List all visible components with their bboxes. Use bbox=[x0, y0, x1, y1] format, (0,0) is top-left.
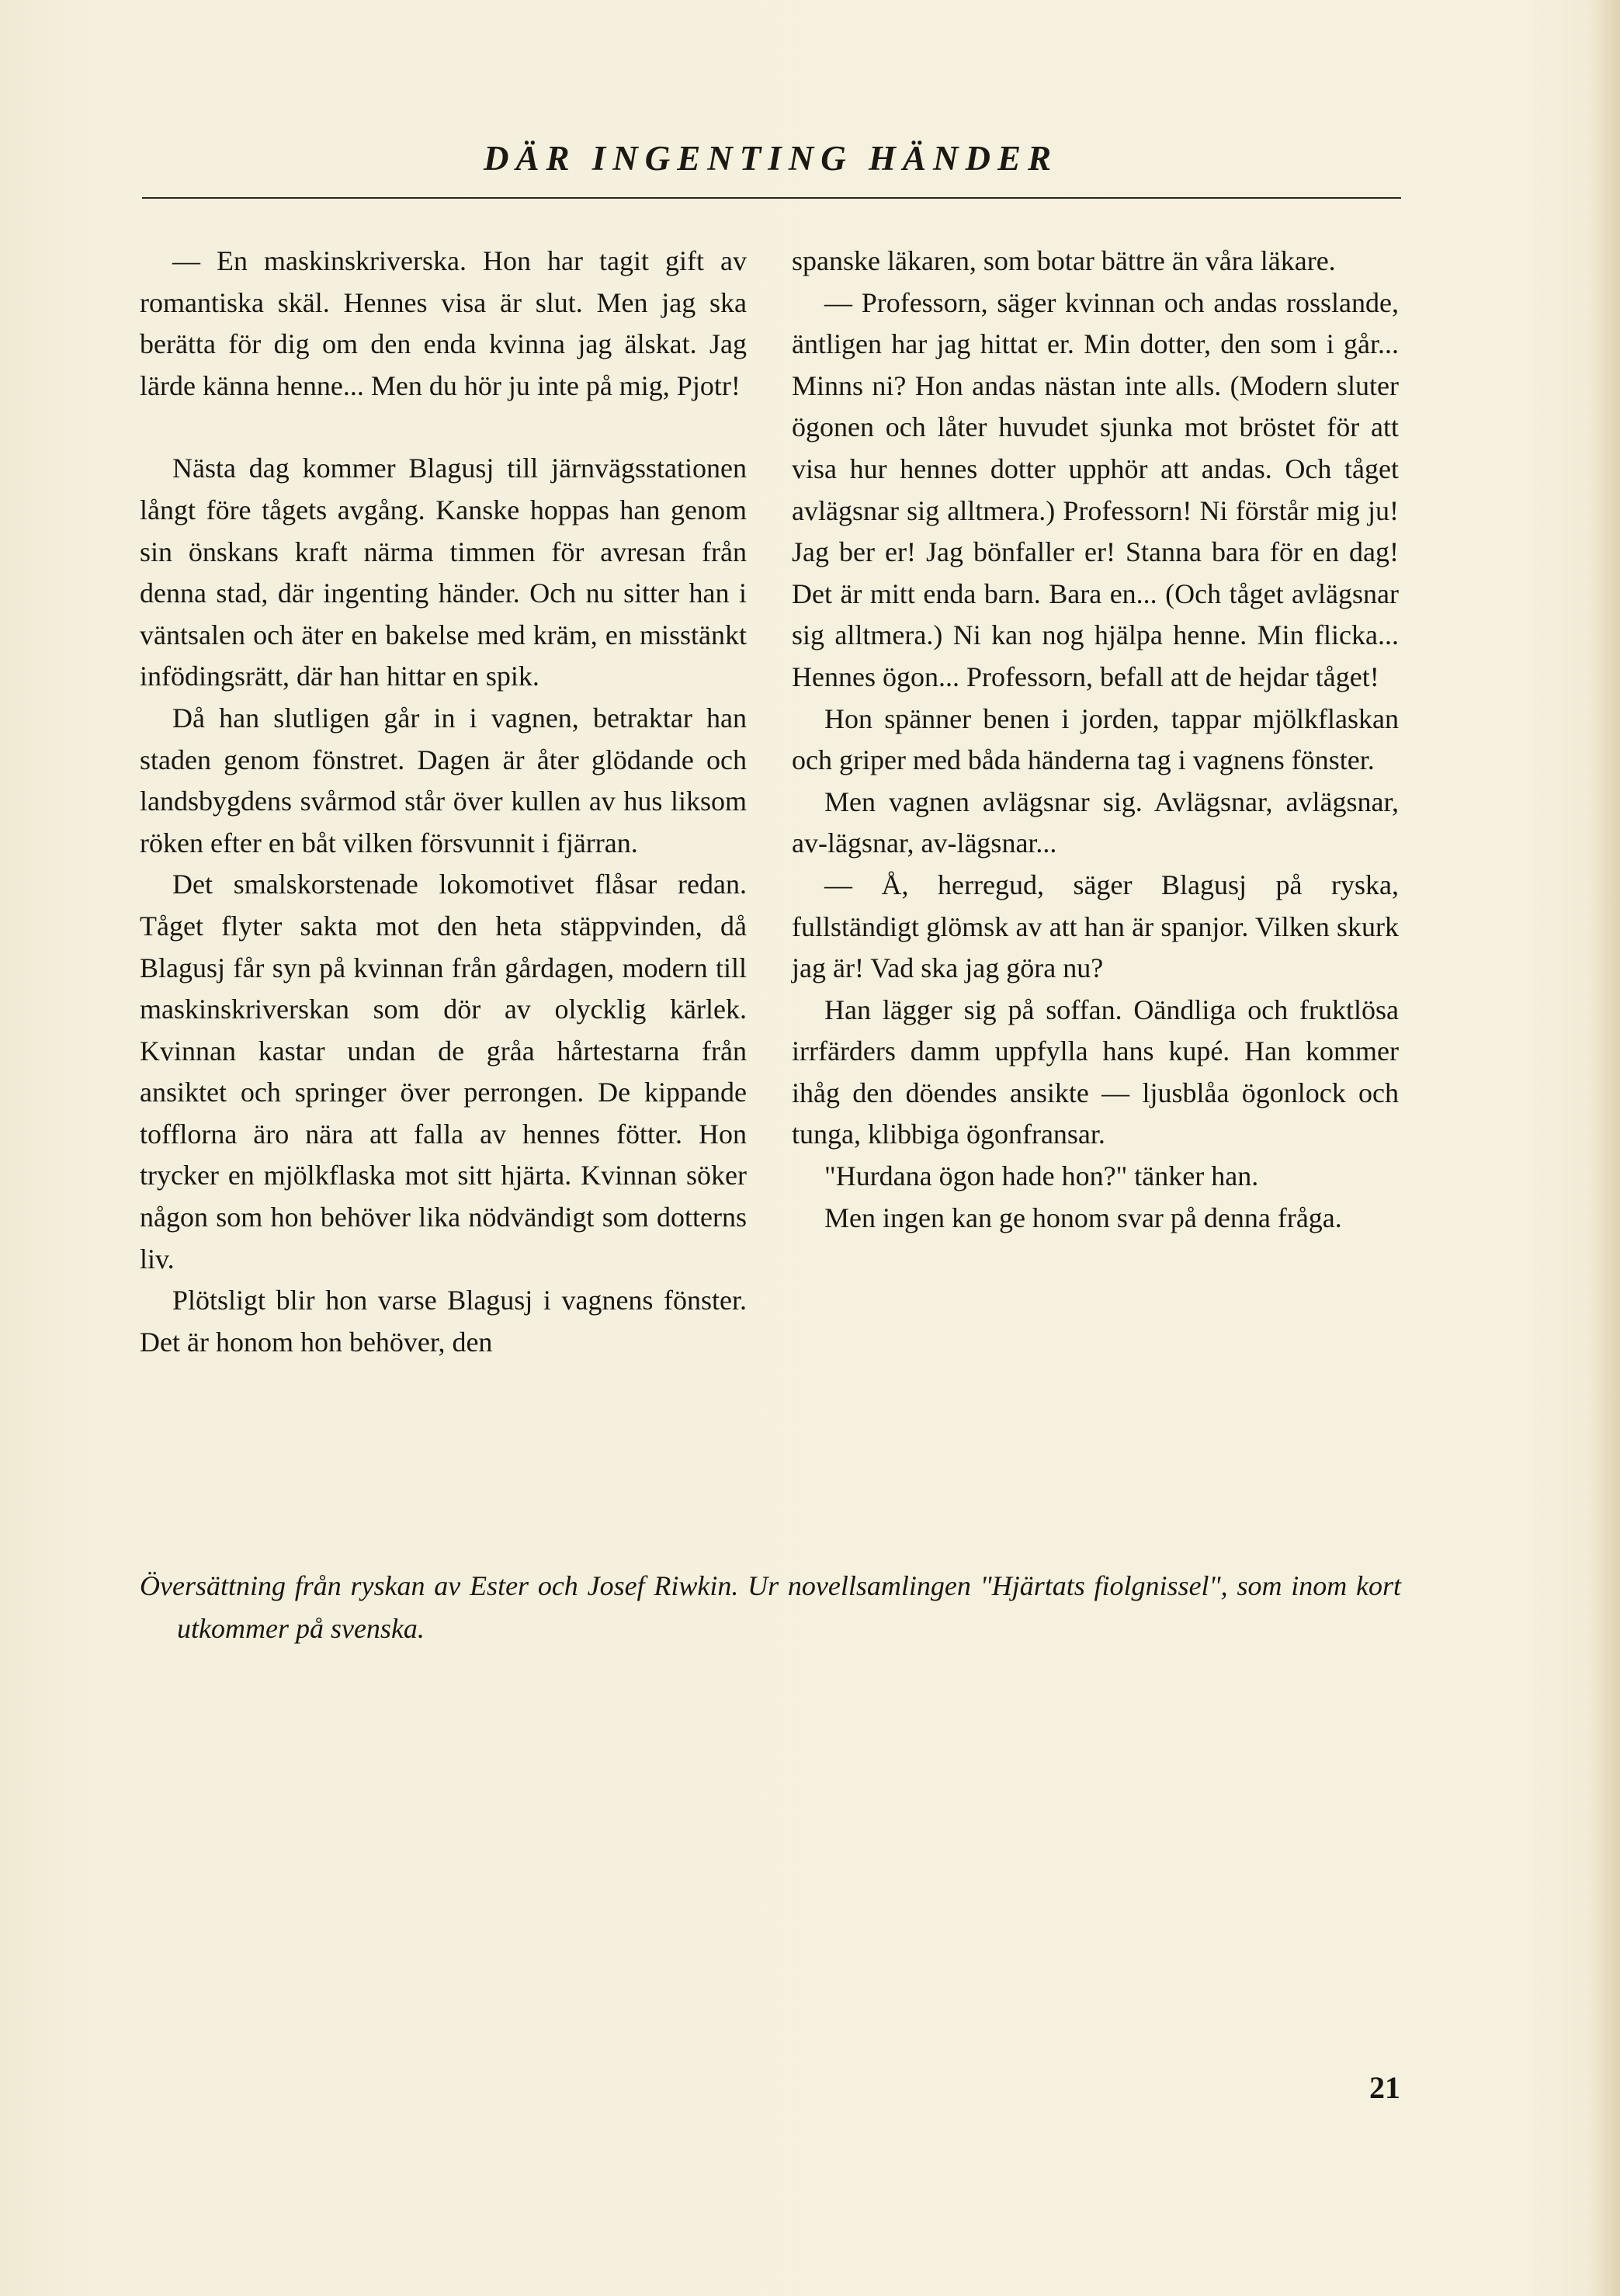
right-column bbox=[792, 241, 1399, 1239]
page-edge-shadow bbox=[1591, 0, 1620, 2296]
translation-note bbox=[140, 1565, 1401, 1650]
paragraph: — Professorn, säger kvinnan och andas rosslande, äntligen har jag hittat er. Min dotter, den som i går... Minns ni? Hon andas nästan inte alls. (Modern sluter ögonen och låter huvudet sjunka mot bröstet för att visa hur hennes dotter upphör att andas. Och tåget avlägsnar sig alltmera.) Professorn! Ni förstår mig ju! Jag ber er! Jag bönfaller er! Stanna bara för en dag! Det är mitt enda barn. Bara en... (Och tåget avlägsnar sig alltmera.) Ni kan nog hjälpa henne. Min flicka... Hennes ögon... Professorn, befall att de hejdar tåget! bbox=[792, 286, 1399, 692]
header-rule bbox=[142, 197, 1401, 199]
paragraph: Han lägger sig på soffan. Oändliga och fruktlösa irrfärders damm uppfylla hans kupé. Han kommer ihåg den döendes ansikte — ljusblåa ögonlock och tunga, klibbiga ögonfransar. bbox=[792, 994, 1399, 1150]
translation-note-text: Översättning från ryskan av Ester och Josef Riwkin. Ur novellsamlingen "Hjärtats fiolgnissel", som inom kort utkommer på svenska. bbox=[140, 1570, 1401, 1644]
paragraph: Hon spänner benen i jorden, tappar mjölkflaskan och griper med båda händerna tag i vagnens fönster. bbox=[792, 702, 1399, 776]
paragraph: — Å, herregud, säger Blagusj på ryska, fullständigt glömsk av att han är spanjor. Vilken skurk jag är! Vad ska jag göra nu? bbox=[792, 869, 1399, 984]
paragraph: "Hurdana ögon hade hon?" tänker han. bbox=[824, 1160, 1259, 1192]
paragraph: Nästa dag kommer Blagusj till järnvägsstationen långt före tågets avgång. Kanske hoppas han genom sin önskans kraft närma timmen för avresan från denna stad, där ingenting händer. Och nu sitter han i väntsalen och äter en bakelse med kräm, en misstänkt infödingsrätt, där han hittar en spik. bbox=[140, 453, 747, 692]
paragraph: Men ingen kan ge honom svar på denna fråga. bbox=[824, 1202, 1342, 1233]
paragraph: spanske läkaren, som botar bättre än våra läkare. bbox=[792, 245, 1336, 276]
paragraph: Det smalskorstenade lokomotivet flåsar redan. Tåget flyter sakta mot den heta stäppvinden, då Blagusj får syn på kvinnan från gårdagen, modern till maskinskriverskan som dör av olycklig kärlek. Kvinnan kastar undan de gråa hårtestarna från ansiktet och springer över perrongen. De kippande tofflorna äro nära att falla av hennes fötter. Hon trycker en mjölkflaska mot sitt hjärta. Kvinnan söker någon som hon behöver lika nödvändigt som dotterns liv. bbox=[140, 869, 747, 1275]
left-column bbox=[140, 241, 747, 1363]
paragraph: Plötsligt blir hon varse Blagusj i vagnens fönster. Det är honom hon behöver, den bbox=[140, 1285, 747, 1358]
running-head: DÄR INGENTING HÄNDER bbox=[483, 139, 1059, 178]
paragraph: — En maskinskriverska. Hon har tagit gift av romantiska skäl. Hennes visa är slut. Men jag ska berätta för dig om den enda kvinna jag älskat. Jag lärde känna henne... Men du hör ju inte på mig, Pjotr! bbox=[140, 245, 747, 401]
page-number: 21 bbox=[1369, 2070, 1400, 2105]
paragraph: Men vagnen avlägsnar sig. Avlägsnar, avlägsnar, av-lägsnar, av-lägsnar... bbox=[792, 786, 1399, 859]
paragraph: Då han slutligen går in i vagnen, betraktar han staden genom fönstret. Dagen är åter glödande och landsbygdens svårmod står över kullen av hus liksom röken efter en båt vilken försvunnit i fjärran. bbox=[140, 702, 747, 858]
